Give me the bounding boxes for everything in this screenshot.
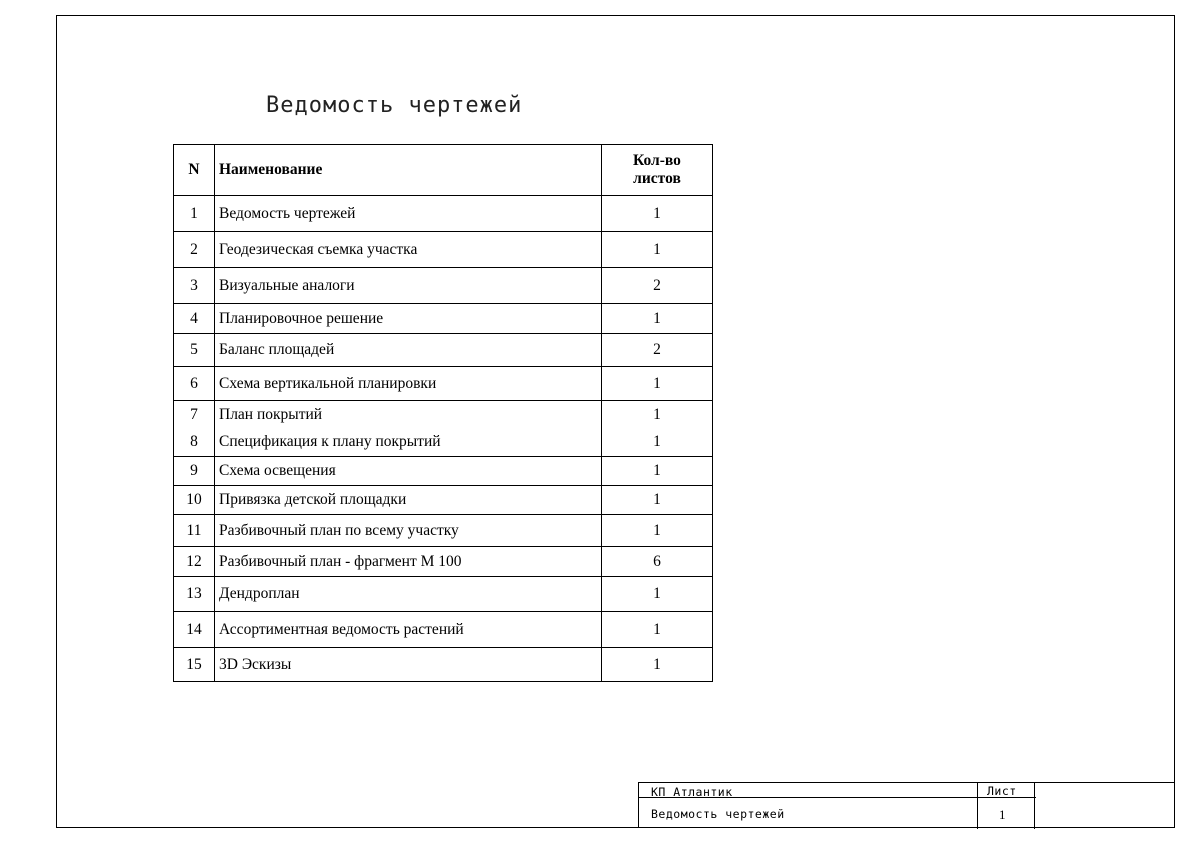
title-block-stamp (638, 782, 1175, 828)
row-count: 2 (602, 334, 713, 367)
row-name: Планировочное решение (215, 304, 602, 334)
table-row (174, 486, 713, 515)
row-num: 15 (174, 648, 215, 682)
row-num: 11 (174, 515, 215, 547)
stamp-description: Ведомость чертежей (651, 807, 785, 821)
row-num: 7 (174, 401, 215, 429)
table-row (174, 401, 713, 429)
row-name: Разбивочный план по всему участку (215, 515, 602, 547)
row-name: Ассортиментная ведомость растений (215, 612, 602, 648)
row-num: 4 (174, 304, 215, 334)
row-count: 1 (602, 232, 713, 268)
row-count: 6 (602, 547, 713, 577)
table-row (174, 457, 713, 486)
row-name: Дендроплан (215, 577, 602, 612)
row-name: Ведомость чертежей (215, 196, 602, 232)
row-name: План покрытий (215, 401, 602, 429)
header-count (602, 145, 713, 196)
row-num: 1 (174, 196, 215, 232)
table-header-row (174, 145, 713, 196)
row-count: 1 (602, 486, 713, 515)
table-row (174, 196, 713, 232)
stamp-project-name: КП Атлантик (651, 785, 733, 799)
row-count: 1 (602, 196, 713, 232)
header-count-line2: листов (633, 170, 681, 187)
table-row (174, 304, 713, 334)
row-num: 10 (174, 486, 215, 515)
table-row (174, 577, 713, 612)
row-num: 3 (174, 268, 215, 304)
row-name: Разбивочный план - фрагмент М 100 (215, 547, 602, 577)
row-num: 9 (174, 457, 215, 486)
row-count: 1 (602, 304, 713, 334)
row-name: Схема вертикальной планировки (215, 367, 602, 401)
row-count: 2 (602, 268, 713, 304)
table-row (174, 268, 713, 304)
table-row (174, 429, 713, 457)
row-name: 3D Эскизы (215, 648, 602, 682)
header-name: Наименование (215, 145, 602, 196)
row-name: Спецификация к плану покрытий (215, 429, 602, 457)
header-count-line1: Кол-во (633, 152, 681, 169)
row-count: 1 (602, 367, 713, 401)
row-count: 1 (602, 612, 713, 648)
row-count: 1 (602, 577, 713, 612)
row-num: 8 (174, 429, 215, 457)
table-row (174, 648, 713, 682)
stamp-divider (977, 783, 978, 829)
table-row (174, 232, 713, 268)
row-name: Привязка детской площадки (215, 486, 602, 515)
row-count: 1 (602, 648, 713, 682)
row-num: 2 (174, 232, 215, 268)
table-row (174, 547, 713, 577)
stamp-divider (1034, 783, 1035, 829)
stamp-sheet-number: 1 (999, 807, 1006, 822)
row-name: Визуальные аналоги (215, 268, 602, 304)
row-count: 1 (602, 429, 713, 457)
row-num: 6 (174, 367, 215, 401)
table-row (174, 334, 713, 367)
table-row (174, 515, 713, 547)
drawings-table (173, 144, 713, 682)
row-num: 12 (174, 547, 215, 577)
row-count: 1 (602, 515, 713, 547)
row-num: 14 (174, 612, 215, 648)
row-name: Баланс площадей (215, 334, 602, 367)
row-num: 13 (174, 577, 215, 612)
row-name: Геодезическая съемка участка (215, 232, 602, 268)
table-row (174, 367, 713, 401)
stamp-sheet-label: Лист (987, 784, 1017, 798)
row-count: 1 (602, 401, 713, 429)
row-count: 1 (602, 457, 713, 486)
table-row (174, 612, 713, 648)
row-name: Схема освещения (215, 457, 602, 486)
sheet-title: Ведомость чертежей (266, 93, 523, 118)
header-num: N (174, 145, 215, 196)
row-num: 5 (174, 334, 215, 367)
